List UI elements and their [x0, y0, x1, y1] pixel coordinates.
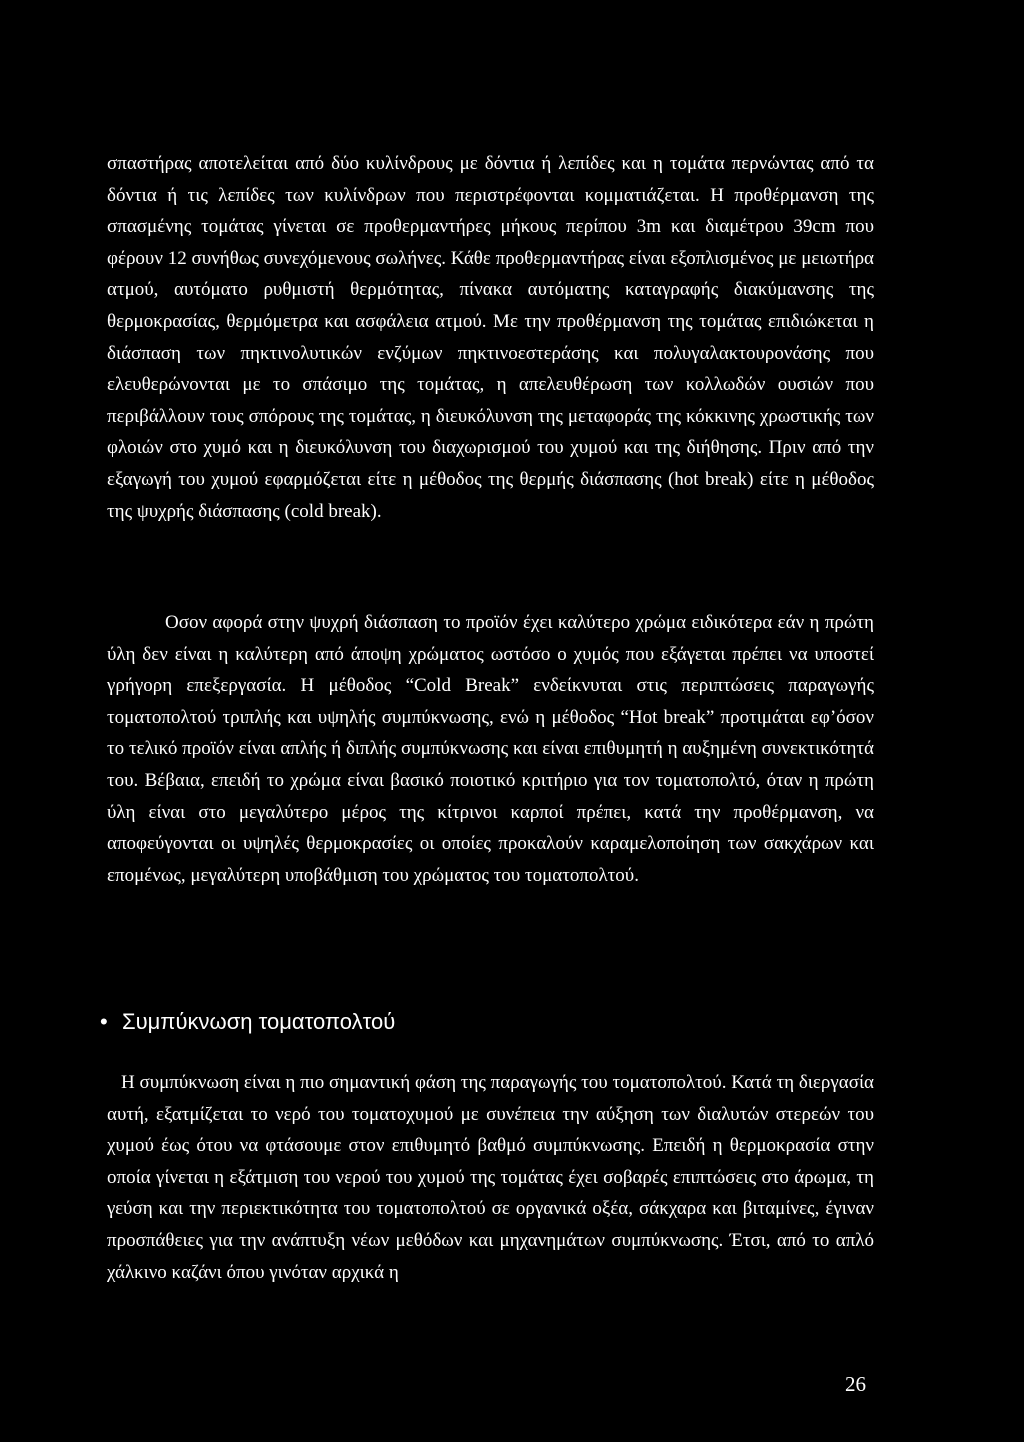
section-heading-text: Συμπύκνωση τοματοπολτού — [122, 1009, 396, 1034]
paragraph-cold-break: Οσον αφορά στην ψυχρή διάσπαση το προϊόν έχει καλύτερο χρώμα ειδικότερα εάν η πρώτη ύλη δεν είναι η καλύτερη από άποψη χρώματος ωστόσο ο χυμός που εξάγεται πρέπει να υποστεί γρήγορη επεξεργασία. Η μέθοδος “Cold Break” ενδείκνυται στις περιπτώσεις παραγωγής τοματοπολτού τριπλής και υψηλής συμπύκνωσης, ενώ η μέθοδος “Hot break” προτιμάται εφ’όσον το τελικό προϊόν είναι απλής ή διπλής συμπύκνωσης και είναι επιθυμητή η αυξημένη συνεκτικότητά του. Βέβαια, επειδή το χρώμα είναι βασικό ποιοτικό κριτήριο για τον τοματοπολτό, όταν η πρώτη ύλη είναι στο μεγαλύτερο μέρος της κίτρινοι καρποί πρέπει, κατά την προθέρμανση, να αποφεύγονται οι υψηλές θερμοκρασίες οι οποίες προκαλούν καραμελοποίηση των σακχάρων και επομένως, μεγαλύτερη υποβάθμιση του χρώματος του τοματοπολτού. — [107, 612, 874, 886]
paragraph-preheating: σπαστήρας αποτελείται από δύο κυλίνδρους με δόντια ή λεπίδες και η τομάτα περνώντας από τα δόντια ή τις λεπίδες των κυλίνδρων που περιστρέφονται κομματιάζεται. Η προθέρμανση της σπασμένης τομάτας γίνεται σε προθερμαντήρες μήκους περίπου 3m και διαμέτρου 39cm που φέρουν 12 συνήθως συνεχόμενους σωλήνες. Κάθε προθερμαντήρας είναι εξοπλισμένος με μειωτήρα ατμού, αυτόματο ρυθμιστή θερμότητας, πίνακα αυτόματης καταγραφής διακύμανσης της θερμοκρασίας, θερμόμετρα και ασφάλεια ατμού. Με την προθέρμανση της τομάτας επιδιώκεται η διάσπαση των πηκτινολυτικών ενζύμων πηκτινοεστεράσης και πολυγαλακτουρονάσης που ελευθερώνονται με το σπάσιμο της τομάτας, η απελευθέρωση των κολλωδών ουσιών που περιβάλλουν τους σπόρους της τομάτας, η διευκόλυνση της μεταφοράς της κόκκινης χρωστικής των φλοιών στο χυμό και η διευκόλυνση του διαχωρισμού του χυμού και της διήθησης. Πριν από την εξαγωγή του χυμού εφαρμόζεται είτε η μέθοδος της θερμής διάσπασης (hot break) είτε η μέθοδος της ψυχρής διάσπασης (cold break). — [107, 153, 874, 522]
page-number: 26 — [845, 1372, 866, 1396]
section-heading — [100, 1002, 395, 1042]
bullet-icon: • — [100, 1009, 108, 1034]
paragraph-concentration: Η συμπύκνωση είναι η πιο σημαντική φάση της παραγωγής του τοματοπολτού. Κατά τη διεργασία αυτή, εξατμίζεται το νερό του τοματοχυμού με συνέπεια την αύξηση των διαλυτών στερεών του χυμού έως ότου να φτάσουμε στον επιθυμητό βαθμό συμπύκνωσης. Επειδή η θερμοκρασία στην οποία γίνεται η εξάτμιση του νερού του χυμού της τομάτας έχει σοβαρές επιπτώσεις στο άρωμα, τη γεύση και την περιεκτικότητα του τοματοπολτού σε οργανικά οξέα, σάκχαρα και βιταμίνες, έγιναν προσπάθειες για την ανάπτυξη νέων μεθόδων και μηχανημάτων συμπύκνωσης. Έτσι, από το απλό χάλκινο καζάνι όπου γινόταν αρχικά η — [107, 1072, 875, 1283]
